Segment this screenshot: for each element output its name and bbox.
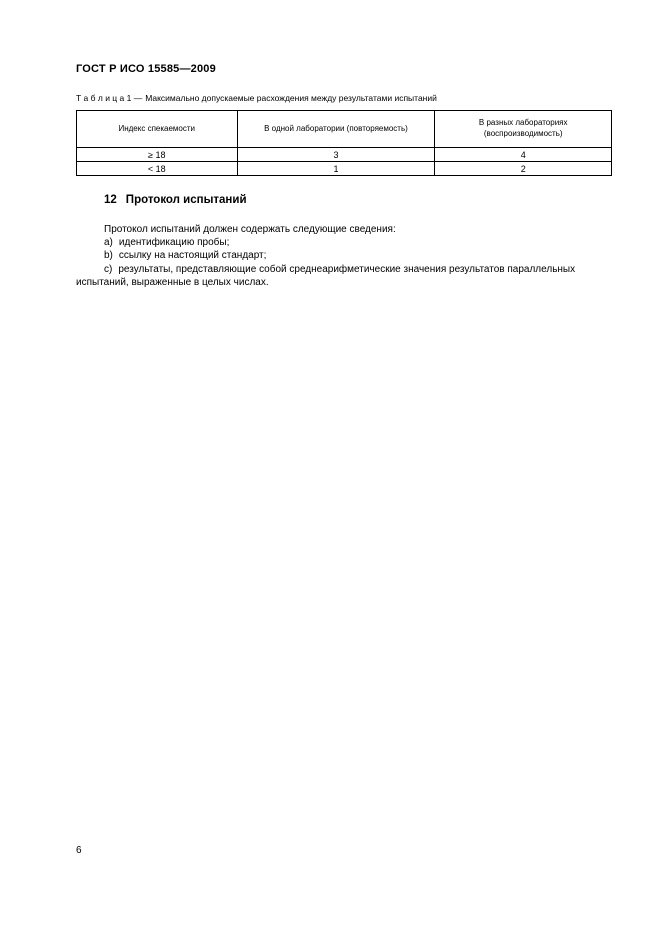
section-title: Протокол испытаний [125,194,247,206]
col-header-sintering-index: Индекс спекаемости [77,111,238,148]
list-item-b [76,249,613,262]
cell-index-lt18: < 18 [77,162,238,176]
cell-reproducibility-ge18: 4 [435,148,612,162]
col-header-different-laboratories: В разных лабораториях (воспроизводимость) [435,111,612,148]
table-row [77,148,612,162]
list-item-c-text: результаты, представляющие собой среднеарифметические значения результатов параллельных испытаний, выраженные в целых числах. [76,263,576,288]
list-item-b-marker: b) [104,250,113,262]
document-code: ГОСТ Р ИСО 15585—2009 [76,63,216,75]
list-item-c-marker: c) [104,263,113,275]
page-number: 6 [76,845,82,856]
cell-repeatability-lt18: 1 [237,162,435,176]
list-item-b-text: ссылку на настоящий стандарт; [118,250,267,262]
results-table [76,110,612,176]
table-caption-text: Максимально допускаемые расхождения между результатами испытаний [145,93,437,103]
list-item-a-marker: a) [104,237,113,249]
list-item-a [76,236,613,249]
list-item-a-text: идентификацию пробы; [118,237,230,249]
cell-reproducibility-lt18: 2 [435,162,612,176]
table-row [77,162,612,176]
section-heading [76,194,613,206]
section-12 [76,194,613,289]
section-intro-paragraph: Протокол испытаний должен содержать следующие сведения: [104,224,396,235]
table-caption [76,93,612,103]
section-number: 12 [104,194,117,206]
table-caption-label: Т а б л и ц а 1 — [76,93,143,103]
col-header-same-laboratory: В одной лаборатории (повторяемость) [237,111,435,148]
list-item-c [76,263,613,289]
table-header-row [77,111,612,148]
cell-index-ge18: ≥ 18 [77,148,238,162]
cell-repeatability-ge18: 3 [237,148,435,162]
